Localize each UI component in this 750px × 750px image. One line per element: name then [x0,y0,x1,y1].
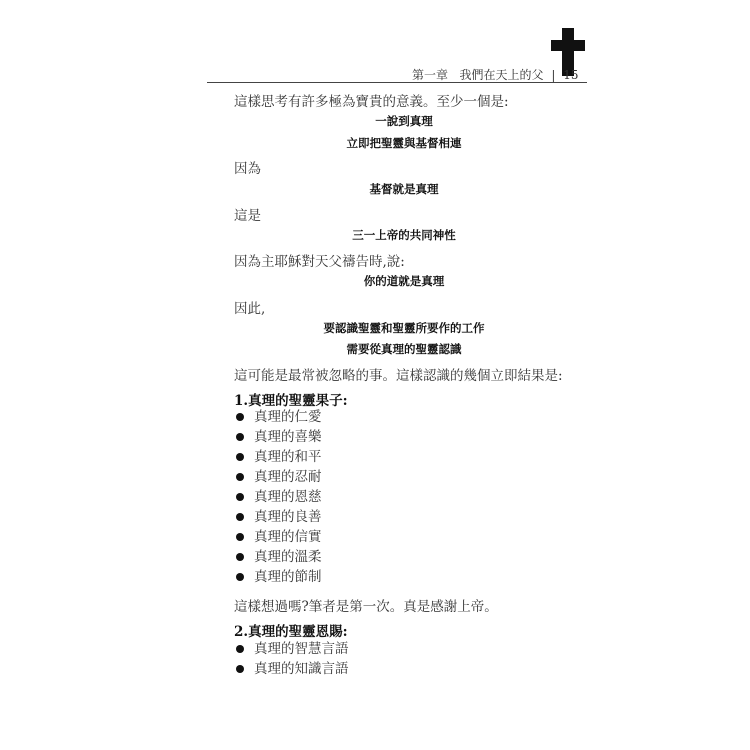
list-item: 真理的喜樂 [234,427,322,447]
bullet-icon [236,513,244,521]
section-1-heading: 1.真理的聖靈果子: [234,393,348,409]
bullet-icon [236,533,244,541]
list-item: 真理的忍耐 [234,467,322,487]
emphasis-line-1: 一說到真理 [375,114,433,128]
paragraph-neglected: 這可能是最常被忽略的事。這樣認識的幾個立即結果是: [234,368,563,384]
page-number: 15 [563,68,579,82]
emphasis-line-4: 三一上帝的共同神性 [352,228,456,242]
list-item: 真理的節制 [234,567,322,587]
running-header [412,66,578,83]
list-item: 真理的良善 [234,507,322,527]
bullet-icon [236,665,244,673]
header-separator: | [551,68,556,82]
bullet-icon [236,645,244,653]
paragraph-therefore: 因此, [234,301,266,317]
bullet-icon [236,453,244,461]
emphasis-line-7: 需要從真理的聖靈認識 [346,342,462,356]
emphasis-line-3: 基督就是真理 [369,182,439,196]
bullet-icon [236,413,244,421]
gifts-list [234,639,349,679]
list-item: 真理的信實 [234,527,322,547]
chapter-label: 第一章 [412,68,449,82]
chapter-title: 我們在天上的父 [459,68,544,82]
section-2-heading: 2.真理的聖靈恩賜: [234,624,348,640]
list-item: 真理的溫柔 [234,547,322,567]
bullet-icon [236,473,244,481]
paragraph-reflection: 這樣想過嗎?筆者是第一次。真是感謝上帝。 [234,599,498,615]
paragraph-this-is: 這是 [234,208,261,224]
emphasis-line-2: 立即把聖靈與基督相連 [346,136,462,150]
emphasis-line-5: 你的道就是真理 [363,274,445,288]
fruits-list [234,407,322,587]
bullet-icon [236,433,244,441]
list-item: 真理的和平 [234,447,322,467]
bullet-icon [236,493,244,501]
bullet-icon [236,553,244,561]
list-item: 真理的智慧言語 [234,639,349,659]
paragraph-because: 因為 [234,161,261,177]
bullet-icon [236,573,244,581]
paragraph-prayer: 因為主耶穌對天父禱告時,說: [234,254,405,270]
list-item: 真理的知識言語 [234,659,349,679]
emphasis-line-6: 要認識聖靈和聖靈所要作的工作 [323,321,485,335]
intro-paragraph: 這樣思考有許多極為寶貴的意義。至少一個是: [234,94,509,110]
header-rule [207,82,587,83]
list-item: 真理的恩慈 [234,487,322,507]
list-item: 真理的仁愛 [234,407,322,427]
